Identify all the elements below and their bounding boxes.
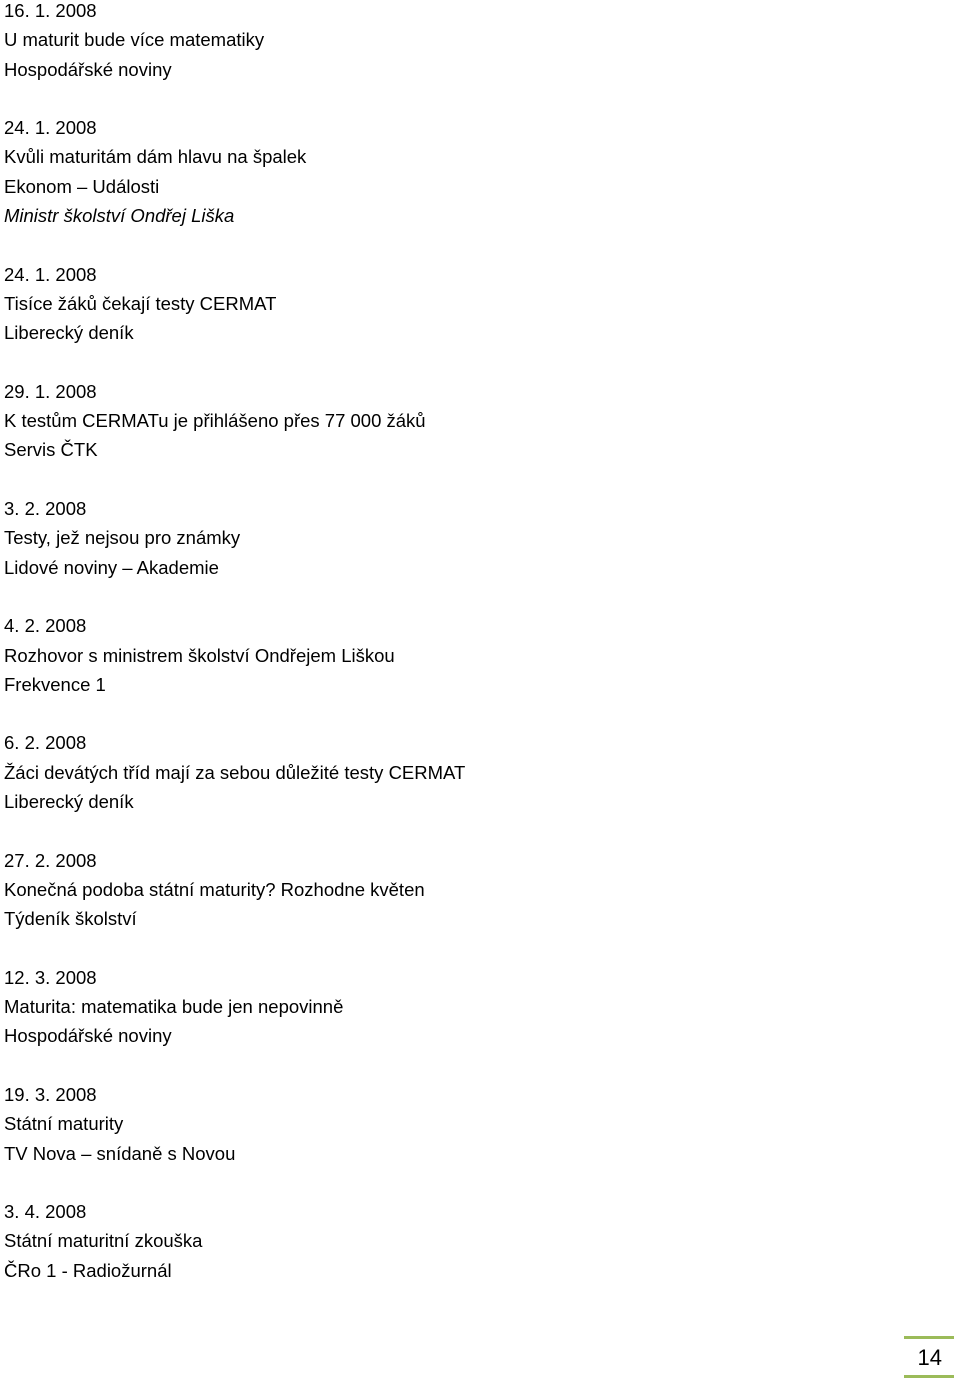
- entry-source: Lidové noviny – Akademie: [4, 556, 219, 578]
- entry-headline: Žáci devátých tříd mají za sebou důležité testy CERMAT: [4, 761, 466, 783]
- entry-date: 3. 4. 2008: [4, 1201, 87, 1223]
- page-number: 14: [917, 1345, 942, 1370]
- list-item: [4, 846, 904, 934]
- entry-source: Týdeník školství: [4, 908, 137, 930]
- entry-headline: Tisíce žáků čekají testy CERMAT: [4, 292, 277, 314]
- entry-note: Ministr školství Ondřej Liška: [4, 205, 235, 227]
- entry-headline: Rozhovor s ministrem školství Ondřejem Liškou: [4, 644, 395, 666]
- entry-headline: Maturita: matematika bude jen nepovinně: [4, 996, 344, 1018]
- entry-headline: Státní maturitní zkouška: [4, 1230, 203, 1252]
- list-item: [4, 1080, 904, 1168]
- list-item: [4, 494, 904, 582]
- entry-source: ČRo 1 - Radiožurnál: [4, 1259, 172, 1281]
- entry-source: TV Nova – snídaně s Novou: [4, 1142, 236, 1164]
- entry-date: 24. 1. 2008: [4, 263, 97, 285]
- entry-headline: U maturit bude více matematiky: [4, 29, 265, 51]
- list-item: [4, 377, 904, 465]
- entry-source: Ekonom – Události: [4, 175, 160, 197]
- entry-headline: Kvůli maturitám dám hlavu na špalek: [4, 146, 307, 168]
- entry-date: 29. 1. 2008: [4, 380, 97, 402]
- entry-source: Liberecký deník: [4, 791, 134, 813]
- entry-headline: Státní maturity: [4, 1113, 124, 1135]
- entry-source: Frekvence 1: [4, 673, 106, 695]
- list-item: [4, 728, 904, 816]
- entry-date: 12. 3. 2008: [4, 966, 97, 988]
- entry-source: Liberecký deník: [4, 322, 134, 344]
- entry-date: 3. 2. 2008: [4, 498, 87, 520]
- entry-source: Hospodářské noviny: [4, 1025, 172, 1047]
- entry-date: 6. 2. 2008: [4, 732, 87, 754]
- entry-date: 24. 1. 2008: [4, 117, 97, 139]
- list-item: [4, 611, 904, 699]
- press-coverage-list: [4, 0, 904, 1314]
- entry-date: 4. 2. 2008: [4, 615, 87, 637]
- page-number-box: [904, 1336, 954, 1378]
- entry-source: Hospodářské noviny: [4, 58, 172, 80]
- entry-date: 27. 2. 2008: [4, 849, 97, 871]
- entry-date: 19. 3. 2008: [4, 1083, 97, 1105]
- list-item: [4, 260, 904, 348]
- entry-headline: K testům CERMATu je přihlášeno přes 77 000 žáků: [4, 410, 426, 432]
- entry-source: Servis ČTK: [4, 439, 98, 461]
- entry-date: 16. 1. 2008: [4, 0, 97, 21]
- entry-headline: Konečná podoba státní maturity? Rozhodne květen: [4, 878, 425, 900]
- list-item: [4, 1197, 904, 1285]
- list-item: [4, 113, 904, 230]
- list-item: [4, 963, 904, 1051]
- entry-headline: Testy, jež nejsou pro známky: [4, 527, 241, 549]
- list-item: [4, 0, 904, 84]
